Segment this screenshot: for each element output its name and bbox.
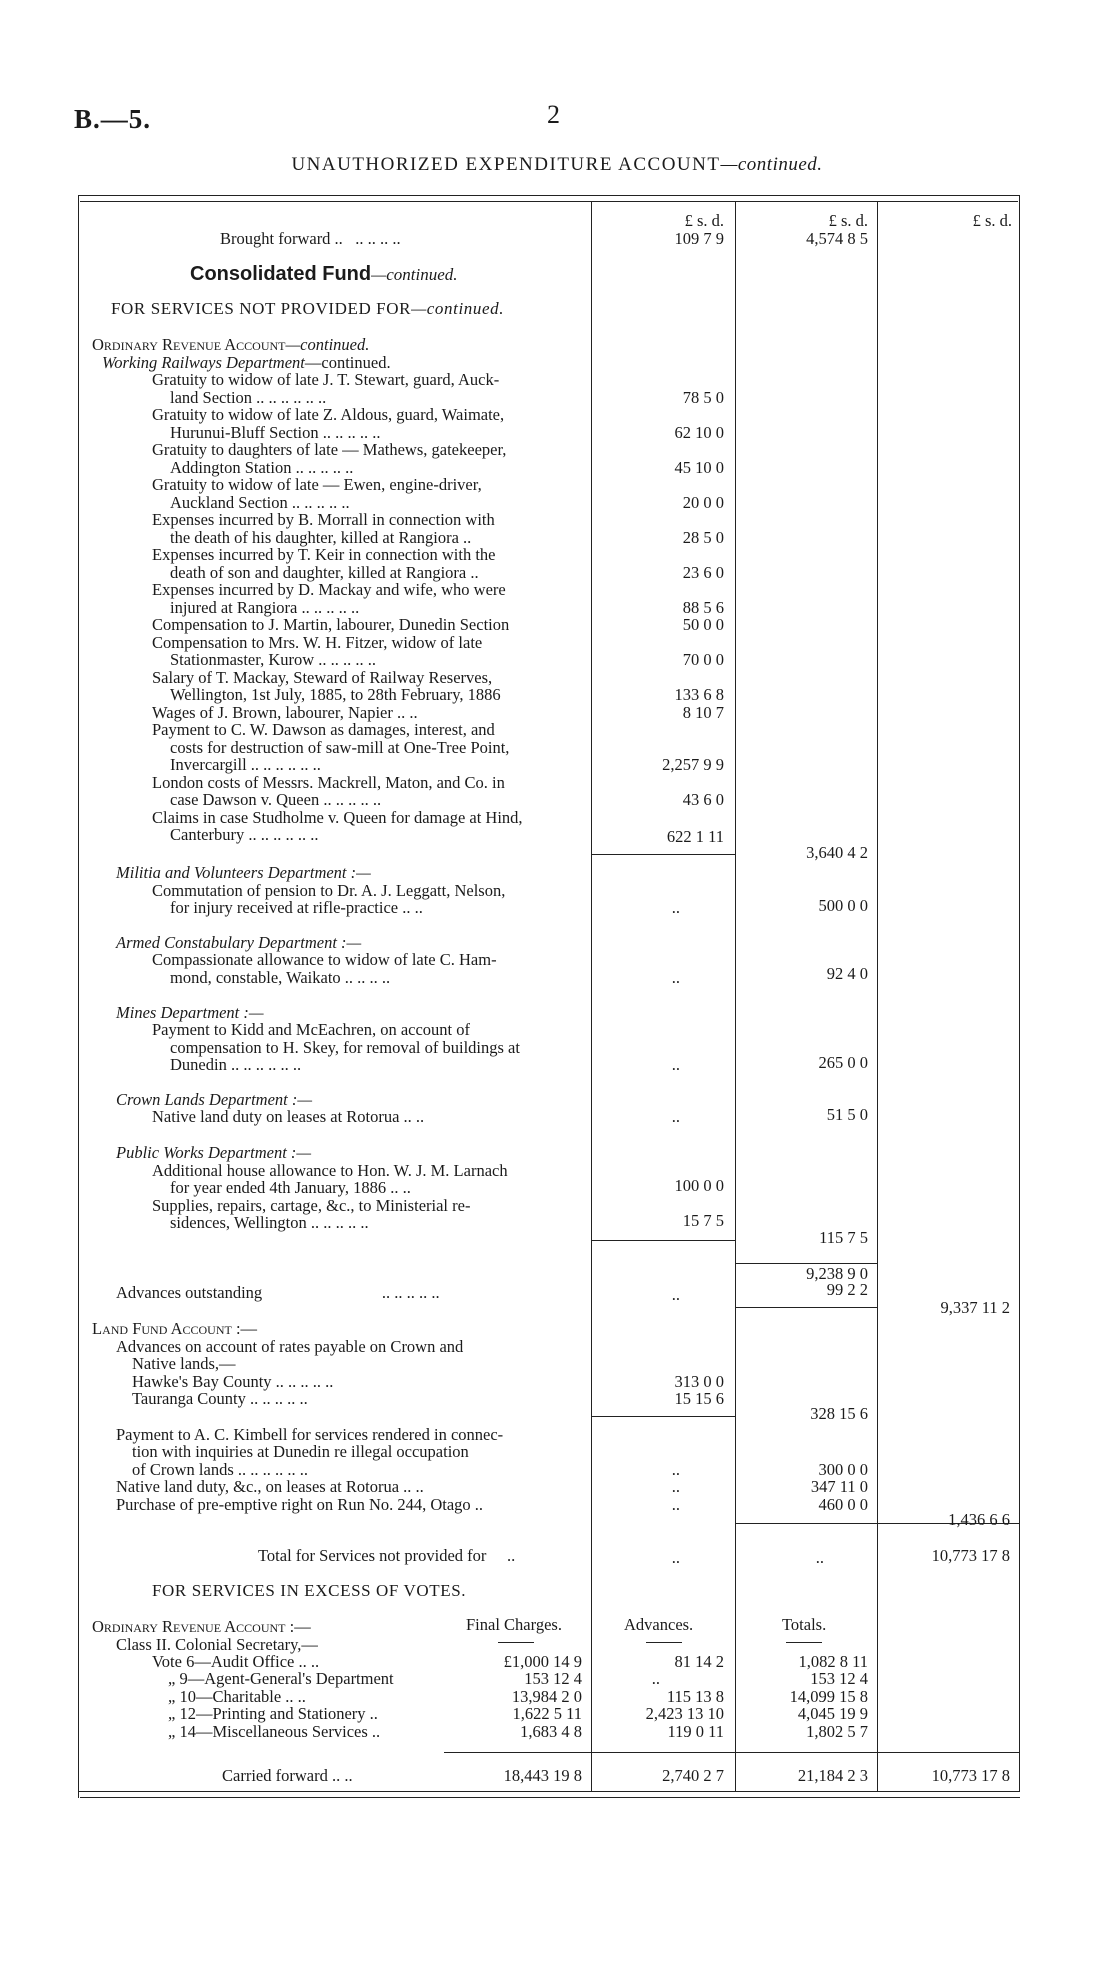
amount: 622 1 11 <box>666 827 724 846</box>
list-item: Claims in case Studholme v. Queen for damage at Hind, <box>152 808 523 827</box>
purchase-col1: .. <box>671 1495 680 1514</box>
excess-votes-heading: FOR SERVICES IN EXCESS OF VOTES. <box>152 1581 467 1600</box>
militia-col1: .. <box>671 898 680 917</box>
public-works-v1: 100 0 0 <box>674 1176 724 1195</box>
public-works-total: 115 7 5 <box>819 1228 868 1247</box>
document-reference: B.—5. <box>74 104 152 134</box>
hawkes-bay-value: 313 0 0 <box>674 1372 724 1391</box>
total: 4,045 19 9 <box>797 1704 868 1723</box>
railway-total: 3,640 4 2 <box>806 843 868 862</box>
brought-forward-col1: 109 7 9 <box>674 229 724 248</box>
total-not-provided-col2: .. <box>815 1548 824 1567</box>
crown-heading: Crown Lands Department :— <box>116 1090 313 1109</box>
final-charge: 1,622 5 11 <box>512 1704 582 1723</box>
amount: 8 10 7 <box>682 703 724 722</box>
table-row: Vote 6—Audit Office .. .. <box>152 1652 320 1671</box>
militia-line-2: for injury received at rifle-practice .. .. <box>170 898 423 917</box>
kimbell-value: 300 0 0 <box>818 1460 868 1479</box>
list-item: Stationmaster, Kurow .. .. .. .. .. <box>170 650 377 669</box>
total: 14,099 15 8 <box>789 1687 868 1706</box>
services-not-provided-heading: FOR SERVICES NOT PROVIDED FOR—continued. <box>111 299 505 318</box>
advances-head: Advances. <box>624 1615 694 1634</box>
crown-value: 51 5 0 <box>826 1105 868 1124</box>
amount: 70 0 0 <box>682 650 724 669</box>
list-item: the death of his daughter, killed at Rangiora .. <box>170 528 472 547</box>
public-works-line-4: sidences, Wellington .. .. .. .. .. <box>170 1213 369 1232</box>
mines-heading: Mines Department :— <box>116 1003 264 1022</box>
list-item: Compensation to J. Martin, labourer, Dunedin Section <box>152 615 510 634</box>
working-railways-heading: Working Railways Department—continued. <box>102 353 391 372</box>
native-duty-col1: .. <box>671 1477 680 1496</box>
land-fund-subtotal: 328 15 6 <box>810 1404 868 1423</box>
mines-line-2: compensation to H. Skey, for removal of buildings at <box>170 1038 520 1057</box>
list-item: death of son and daughter, killed at Rangiora .. <box>170 563 479 582</box>
armed-heading: Armed Constabulary Department :— <box>116 933 362 952</box>
amount: 62 10 0 <box>674 423 724 442</box>
amount: 2,257 9 9 <box>662 755 724 774</box>
list-item: Expenses incurred by T. Keir in connection with the <box>152 545 496 564</box>
total-not-provided-col1: .. <box>671 1548 680 1567</box>
ordinary-revenue-heading: Ordinary Revenue Account—continued. <box>92 335 370 354</box>
list-item: Canterbury .. .. .. .. .. .. <box>170 825 319 844</box>
list-item: Gratuity to daughters of late — Mathews, gatekeeper, <box>152 440 507 459</box>
purchase-value: 460 0 0 <box>818 1495 868 1514</box>
land-fund-line-2: Native lands,— <box>132 1354 236 1373</box>
land-fund-heading: Land Fund Account :— <box>92 1319 258 1338</box>
armed-line-1: Compassionate allowance to widow of late C. Ham- <box>152 950 497 969</box>
crown-col1: .. <box>671 1107 680 1126</box>
hawkes-bay-line: Hawke's Bay County .. .. .. .. .. <box>132 1372 334 1391</box>
list-item: land Section .. .. .. .. .. .. <box>170 388 327 407</box>
carried-forward-label: Carried forward .. .. <box>222 1766 353 1785</box>
amount: 50 0 0 <box>682 615 724 634</box>
amount: 43 6 0 <box>682 790 724 809</box>
final-charge: 13,984 2 0 <box>511 1687 582 1706</box>
list-item: Invercargill .. .. .. .. .. .. <box>170 755 321 774</box>
tauranga-line: Tauranga County .. .. .. .. .. <box>132 1389 308 1408</box>
advances-col3: 9,337 11 2 <box>940 1298 1010 1317</box>
final-charge: £1,000 14 9 <box>503 1652 582 1671</box>
list-item: Expenses incurred by D. Mackay and wife, who were <box>152 580 506 599</box>
mines-value: 265 0 0 <box>818 1053 868 1072</box>
column-head-2: £ s. d. <box>828 211 868 230</box>
list-item: Gratuity to widow of late J. T. Stewart, guard, Auck- <box>152 370 500 389</box>
mines-line-3: Dunedin .. .. .. .. .. .. <box>170 1055 302 1074</box>
table-row: „ 9—Agent-General's Department <box>168 1669 394 1688</box>
amount: 23 6 0 <box>682 563 724 582</box>
ordinary-revenue-sum: 9,238 9 0 <box>806 1264 868 1283</box>
table-row: „ 14—Miscellaneous Services .. <box>168 1722 381 1741</box>
list-item: Payment to C. W. Dawson as damages, interest, and <box>152 720 495 739</box>
column-head-3: £ s. d. <box>972 211 1012 230</box>
public-works-line-2: for year ended 4th January, 1886 .. .. <box>170 1178 411 1197</box>
list-item: Expenses incurred by B. Morrall in connection with <box>152 510 495 529</box>
total: 1,082 8 11 <box>798 1652 868 1671</box>
kimbell-col1: .. <box>671 1460 680 1479</box>
total-not-provided-label: Total for Services not provided for .. <box>258 1546 516 1565</box>
militia-heading: Militia and Volunteers Department :— <box>116 863 371 882</box>
list-item: Gratuity to widow of late Z. Aldous, guard, Waimate, <box>152 405 505 424</box>
page-title: UNAUTHORIZED EXPENDITURE ACCOUNT—continued. <box>291 154 823 175</box>
tauranga-value: 15 15 6 <box>674 1389 724 1408</box>
final-charge: 1,683 4 8 <box>520 1722 582 1741</box>
amount: 88 5 6 <box>682 598 724 617</box>
armed-value: 92 4 0 <box>826 964 868 983</box>
public-works-heading: Public Works Department :— <box>116 1143 312 1162</box>
list-item: Auckland Section .. .. .. .. .. <box>170 493 350 512</box>
mines-col1: .. <box>671 1055 680 1074</box>
amount: 133 6 8 <box>674 685 724 704</box>
total-not-provided-value: 10,773 17 8 <box>931 1546 1010 1565</box>
list-item: costs for destruction of saw-mill at One-Tree Point, <box>170 738 510 757</box>
armed-col1: .. <box>671 968 680 987</box>
carried-forward-adv: 2,740 2 7 <box>662 1766 724 1785</box>
kimbell-line-2: tion with inquiries at Dunedin re illegal occupation <box>132 1442 469 1461</box>
advance: 119 0 11 <box>667 1722 724 1741</box>
kimbell-line-3: of Crown lands .. .. .. .. .. .. <box>132 1460 308 1479</box>
amount: 28 5 0 <box>682 528 724 547</box>
native-duty-line: Native land duty, &c., on leases at Rotorua .. .. <box>116 1477 424 1496</box>
class-line: Class II. Colonial Secretary,— <box>116 1635 318 1654</box>
final-charges-head: Final Charges. <box>466 1615 562 1634</box>
consolidated-fund-heading: Consolidated Fund—continued. <box>190 263 458 285</box>
list-item: Hurunui-Bluff Section .. .. .. .. .. <box>170 423 381 442</box>
list-item: Wages of J. Brown, labourer, Napier .. .. <box>152 703 418 722</box>
table-row: „ 10—Charitable .. .. <box>168 1687 306 1706</box>
list-item: Addington Station .. .. .. .. .. <box>170 458 354 477</box>
armed-line-2: mond, constable, Waikato .. .. .. .. <box>170 968 391 987</box>
advance: 81 14 2 <box>674 1652 724 1671</box>
brought-forward-label: Brought forward .. .. .. .. .. <box>220 229 401 248</box>
list-item: Wellington, 1st July, 1885, to 28th February, 1886 <box>170 685 501 704</box>
native-duty-value: 347 11 0 <box>810 1477 868 1496</box>
public-works-v2: 15 7 5 <box>682 1211 724 1230</box>
public-works-line-1: Additional house allowance to Hon. W. J. M. Larnach <box>152 1161 508 1180</box>
carried-forward-final: 18,443 19 8 <box>503 1766 582 1785</box>
column-head-1: £ s. d. <box>684 211 724 230</box>
list-item: Salary of T. Mackay, Steward of Railway Reserves, <box>152 668 493 687</box>
page-number: 2 <box>547 100 560 129</box>
purchase-line: Purchase of pre-emptive right on Run No. 244, Otago .. <box>116 1495 484 1514</box>
carried-forward-col3: 10,773 17 8 <box>931 1766 1010 1785</box>
list-item: case Dawson v. Queen .. .. .. .. .. <box>170 790 382 809</box>
advance: .. <box>651 1669 660 1688</box>
militia-value: 500 0 0 <box>818 896 868 915</box>
advances-label: Advances outstanding .. .. .. .. .. <box>116 1283 440 1302</box>
advances-col1: .. <box>671 1285 680 1304</box>
land-fund-line-1: Advances on account of rates payable on Crown and <box>116 1337 464 1356</box>
advance: 2,423 13 10 <box>645 1704 724 1723</box>
totals-head: Totals. <box>782 1615 827 1634</box>
total: 153 12 4 <box>810 1669 868 1688</box>
final-charge: 153 12 4 <box>524 1669 582 1688</box>
kimbell-line-1: Payment to A. C. Kimbell for services rendered in connec- <box>116 1425 504 1444</box>
list-item: Gratuity to widow of late — Ewen, engine-driver, <box>152 475 482 494</box>
crown-line-1: Native land duty on leases at Rotorua .. .. <box>152 1107 425 1126</box>
excess-account-heading: Ordinary Revenue Account :— <box>92 1617 311 1636</box>
carried-forward-tot: 21,184 2 3 <box>797 1766 868 1785</box>
mines-line-1: Payment to Kidd and McEachren, on account of <box>152 1020 470 1039</box>
advance: 115 13 8 <box>666 1687 724 1706</box>
amount: 45 10 0 <box>674 458 724 477</box>
public-works-line-3: Supplies, repairs, cartage, &c., to Ministerial re- <box>152 1196 471 1215</box>
amount: 20 0 0 <box>682 493 724 512</box>
list-item: Compensation to Mrs. W. H. Fitzer, widow of late <box>152 633 483 652</box>
militia-line-1: Commutation of pension to Dr. A. J. Leggatt, Nelson, <box>152 881 506 900</box>
brought-forward-col2: 4,574 8 5 <box>806 229 868 248</box>
list-item: London costs of Messrs. Mackrell, Maton, and Co. in <box>152 773 505 792</box>
amount: 78 5 0 <box>682 388 724 407</box>
land-fund-total: 1,436 6 6 <box>948 1510 1010 1529</box>
advances-col2: 99 2 2 <box>826 1280 868 1299</box>
list-item: injured at Rangiora .. .. .. .. .. <box>170 598 360 617</box>
table-row: „ 12—Printing and Stationery .. <box>168 1704 378 1723</box>
total: 1,802 5 7 <box>806 1722 868 1741</box>
